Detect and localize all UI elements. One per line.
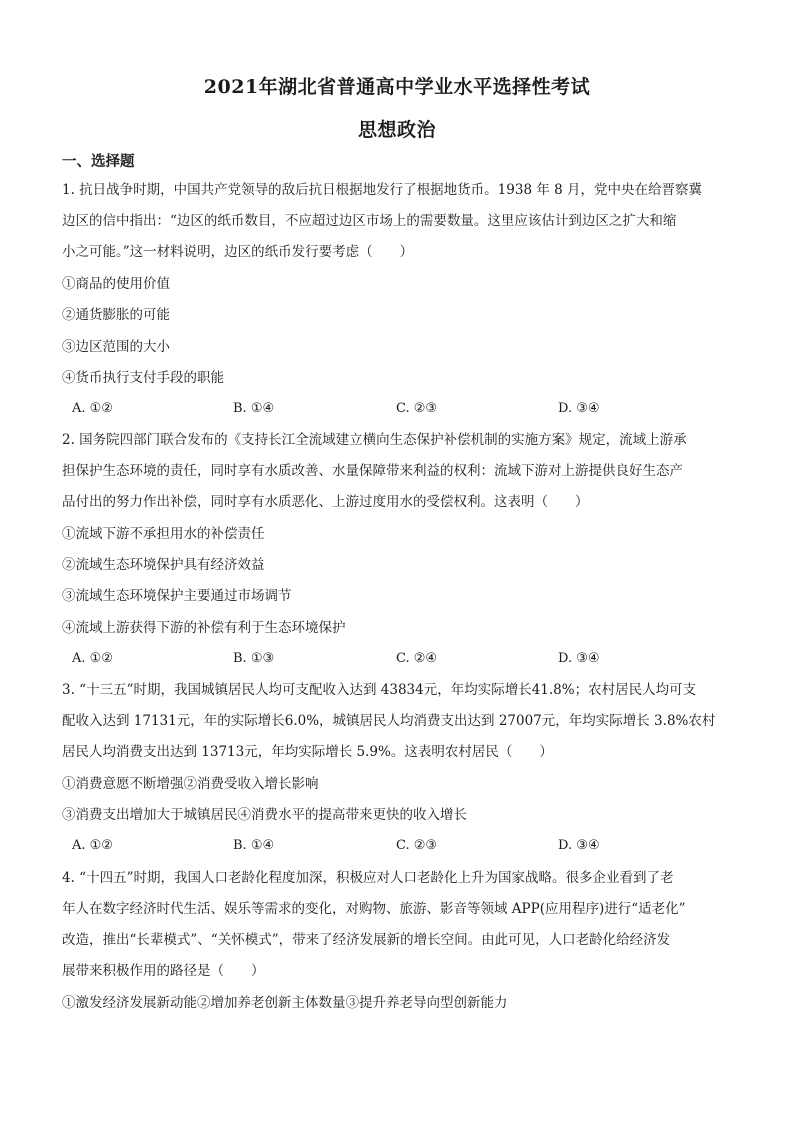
subject-title: 思想政治 <box>357 119 436 141</box>
q3-option-b: B. ①④ <box>233 838 275 853</box>
q2-item: ④流域上游获得下游的补偿有利于生态环境保护 <box>62 620 346 636</box>
q2-item: ②流域生态环境保护具有经济效益 <box>62 557 265 573</box>
q3-option-d: D. ③④ <box>558 838 600 853</box>
q2-item: ①流域下游不承担用水的补偿责任 <box>62 526 265 542</box>
q4-stem-line: 展带来积极作用的路径是（ ） <box>62 963 265 979</box>
q2-option-d: D. ③④ <box>558 651 600 666</box>
q1-stem-line: 小之可能。”这一材料说明，边区的纸币发行要考虑（ ） <box>62 244 414 260</box>
q2-stem-line: 2. 国务院四部门联合发布的《支持长江全流域建立横向生态保护补偿机制的实施方案》规定，流域上游承 <box>62 432 687 448</box>
q4-stem-line: 4. “十四五”时期，我国人口老龄化程度加深，积极应对人口老龄化上升为国家战略。很多企业看到了老 <box>62 870 674 886</box>
q3-option-c: C. ②③ <box>396 838 438 853</box>
q4-stem-line: 年人在数字经济时代生活、娱乐等需求的变化，对购物、旅游、影音等领域 APP(应用程序)进行“适老化” <box>62 901 686 917</box>
q3-item: ③消费支出增加大于城镇居民④消费水平的提高带来更快的收入增长 <box>62 807 467 823</box>
q2-option-c: C. ②④ <box>396 651 438 666</box>
q2-option-b: B. ①③ <box>233 651 275 666</box>
q1-item: ①商品的使用价值 <box>62 276 170 292</box>
q2-stem-line: 品付出的努力作出补偿，同时享有水质恶化、上游过度用水的受偿权利。这表明（ ） <box>62 494 589 510</box>
q3-stem-line: 3. “十三五”时期，我国城镇居民人均可支配收入达到 43834元，年均实际增长41.8%；农村居民人均可支 <box>62 682 697 698</box>
q1-option-b: B. ①④ <box>233 401 275 416</box>
q3-stem-line: 居民人均消费支出达到 13713元，年均实际增长 5.9%。这表明农村居民（ ） <box>62 744 553 760</box>
section-heading: 一、选择题 <box>62 153 135 170</box>
exam-title: 2021年湖北省普通高中学业水平选择性考试 <box>203 76 591 98</box>
q1-option-a: A. ①② <box>72 401 113 416</box>
q1-item: ②通货膨胀的可能 <box>62 307 170 323</box>
q3-item: ①消费意愿不断增强②消费受收入增长影响 <box>62 776 319 792</box>
q3-stem-line: 配收入达到 17131元，年的实际增长6.0%，城镇居民人均消费支出达到 27007元，年均实际增长 3.8%农村 <box>62 713 716 729</box>
q1-item: ④货币执行支付手段的职能 <box>62 370 224 386</box>
q2-stem-line: 担保护生态环境的责任，同时享有水质改善、水量保障带来利益的权利：流域下游对上游提供良好生态产 <box>62 463 683 479</box>
q1-option-d: D. ③④ <box>558 401 600 416</box>
q1-option-c: C. ②③ <box>396 401 438 416</box>
q2-item: ③流域生态环境保护主要通过市场调节 <box>62 588 292 604</box>
q3-option-a: A. ①② <box>72 838 113 853</box>
q1-stem-line: 1. 抗日战争时期，中国共产党领导的敌后抗日根据地发行了根据地货币。1938 年 8 月，党中央在给晋察冀 <box>62 182 702 198</box>
q1-item: ③边区范围的大小 <box>62 339 170 355</box>
q4-item: ①激发经济发展新动能②增加养老创新主体数量③提升养老导向型创新能力 <box>62 995 508 1011</box>
q4-stem-line: 改造，推出“长辈模式”、“关怀模式”，带来了经济发展新的增长空间。由此可见，人口老龄化给经济发 <box>62 932 671 948</box>
q2-option-a: A. ①② <box>72 651 113 666</box>
q1-stem-line: 边区的信中指出：“边区的纸币数目，不应超过边区市场上的需要数量。这里应该估计到边区之扩大和缩 <box>62 213 677 229</box>
